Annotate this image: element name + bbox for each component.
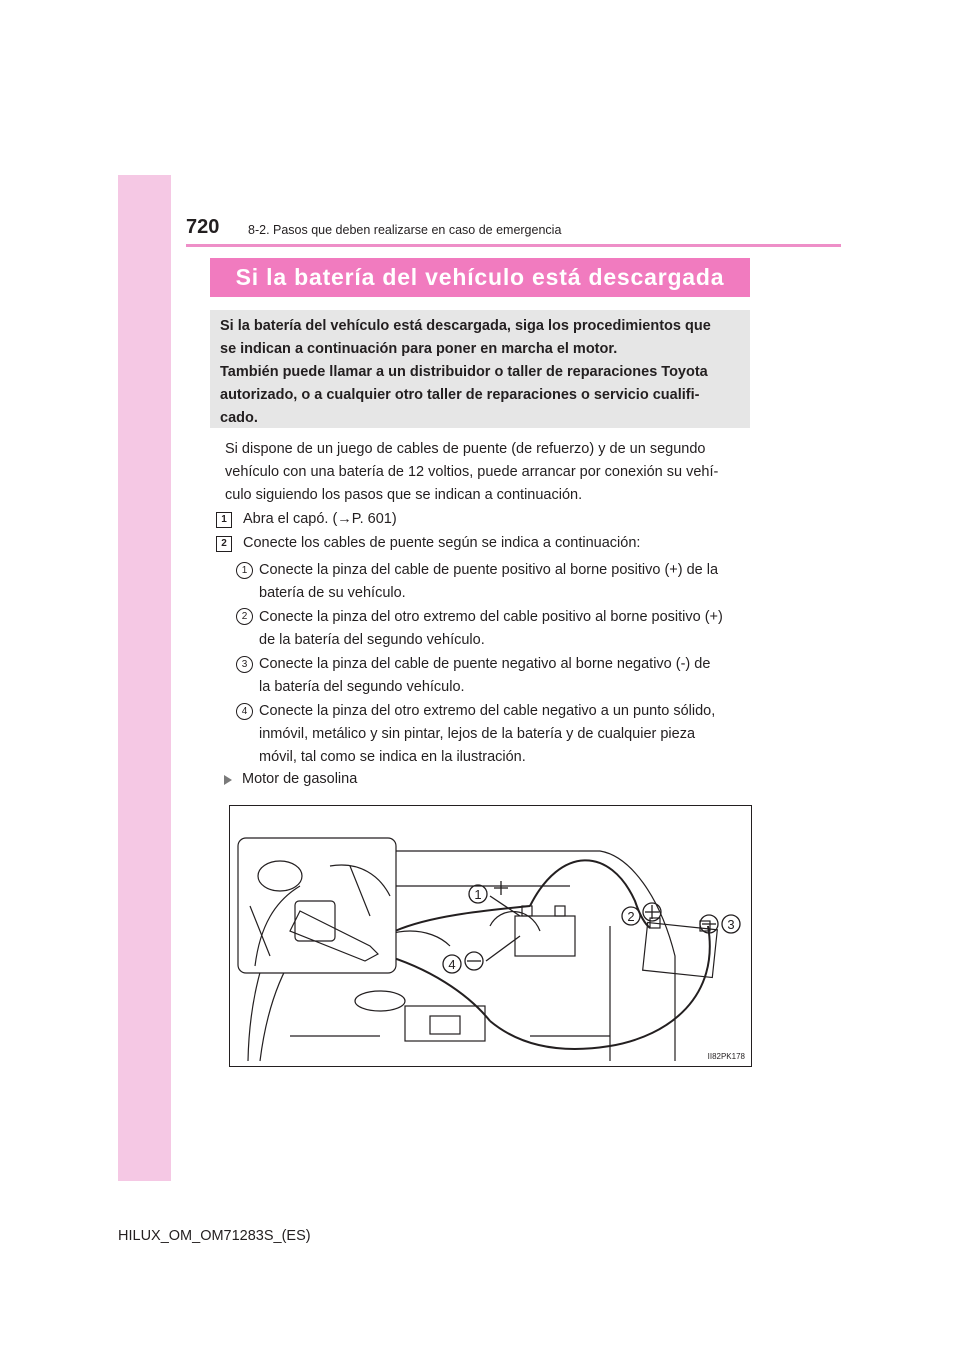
jump-start-illustration [229, 805, 752, 1067]
step-number-badge: 2 [216, 536, 232, 552]
intro-line: se indican a continuación para poner en marcha el motor. [220, 341, 618, 357]
substep-line: Conecte la pinza del cable de puente positivo al borne positivo (+) de la [259, 562, 719, 578]
callout-3: 3 [727, 917, 735, 932]
step-text: Abra el capó. (→P. 601) [243, 511, 397, 527]
substep-line: la batería del segundo vehículo. [259, 679, 465, 695]
substep-line: batería de su vehículo. [259, 585, 406, 601]
substep-number-circle: 3 [236, 656, 253, 673]
document-footer: HILUX_OM_OM71283S_(ES) [118, 1228, 311, 1244]
substep-line: Conecte la pinza del cable de puente negativo al borne negativo (-) de [259, 656, 711, 672]
page-sidebar-tab [118, 175, 171, 1181]
section-reference: 8-2. Pasos que deben realizarse en caso de emergencia [248, 223, 562, 237]
engine-bay-drawing [230, 806, 751, 1066]
body-line: Si dispone de un juego de cables de puente (de refuerzo) y de un segundo [225, 441, 706, 457]
substep-line: inmóvil, metálico y sin pintar, lejos de la batería y de cualquier pieza [259, 726, 696, 742]
substep-number-circle: 1 [236, 562, 253, 579]
bullet-triangle-icon [224, 775, 232, 785]
title-banner [210, 258, 750, 297]
substep-line: móvil, tal como se indica en la ilustración. [259, 749, 526, 765]
step-number-badge: 1 [216, 512, 232, 528]
intro-line: autorizado, o a cualquier otro taller de reparaciones o servicio cualifi- [220, 387, 700, 403]
intro-line: Si la batería del vehículo está descargada, siga los procedimientos que [220, 318, 711, 334]
step-text: Conecte los cables de puente según se indica a continuación: [243, 535, 641, 551]
intro-line: También puede llamar a un distribuidor o taller de reparaciones Toyota [220, 364, 708, 380]
callout-4: 4 [448, 957, 456, 972]
callout-1: 1 [474, 887, 482, 902]
intro-box [210, 310, 750, 428]
substep-number-circle: 2 [236, 608, 253, 625]
engine-type-label: Motor de gasolina [242, 771, 358, 787]
substep-number-circle: 4 [236, 703, 253, 720]
illustration-code: II82PK178 [707, 1052, 745, 1061]
header-rule [186, 244, 841, 247]
page-title: Si la batería del vehículo está descargada [235, 264, 725, 290]
intro-line: cado. [220, 410, 258, 426]
body-line: vehículo con una batería de 12 voltios, puede arrancar por conexión su vehí- [225, 464, 719, 480]
substep-line: de la batería del segundo vehículo. [259, 632, 485, 648]
substep-line: Conecte la pinza del otro extremo del cable negativo a un punto sólido, [259, 703, 716, 719]
body-line: culo siguiendo los pasos que se indican a continuación. [225, 487, 583, 503]
page-number: 720 [186, 216, 220, 238]
callout-2: 2 [627, 909, 635, 924]
substep-line: Conecte la pinza del otro extremo del cable positivo al borne positivo (+) [259, 609, 723, 625]
